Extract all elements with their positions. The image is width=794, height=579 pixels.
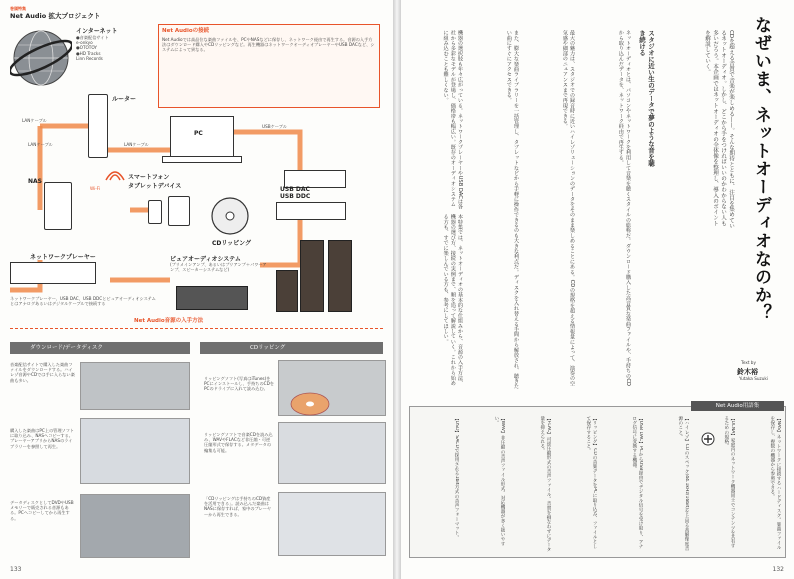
- nas-label: NAS: [28, 178, 42, 185]
- wifi-label: Wi-Fi: [90, 186, 100, 191]
- usb-cable-label: USBケーブル: [262, 124, 287, 129]
- usb-ddc: [276, 202, 346, 220]
- network-player: [10, 262, 96, 284]
- headline: なぜいま、ネットオーディオなのか？: [751, 16, 771, 322]
- software-screenshot: [278, 492, 386, 556]
- acquire-heading: Net Audio音源の入手方法: [134, 318, 204, 324]
- glossary-column: 【DLNA】家庭内のネットワーク機器同士でコンテンツを共有するための規格。: [723, 416, 735, 549]
- amplifier: [176, 286, 248, 310]
- series-title: Net Audio 拡大プロジェクト: [10, 12, 101, 20]
- internet-line: ●HD Tracks: [76, 50, 101, 56]
- itunes-screenshot: [278, 422, 386, 484]
- speaker-center: [276, 270, 298, 312]
- cdrip-text: リッピングソフト(写真はiTunes)をPCにインストールし、手持ちのCDをPCのドライブに入れて読み込む。: [204, 376, 275, 392]
- data-disc-photo: [80, 494, 190, 558]
- internet-line: e-onkyo: [76, 40, 93, 46]
- download-screenshot: [80, 362, 190, 410]
- usb-dac-label: USB DAC USB DDC: [280, 186, 311, 200]
- cd-ripping-label: CDリッピング: [212, 240, 252, 247]
- internet-title: インターネット: [76, 28, 118, 35]
- author-label: Text by: [741, 360, 756, 365]
- right-page: [401, 0, 794, 579]
- internet-globe-icon: [10, 27, 72, 89]
- diagram-caption: ネットワークプレーヤー、USB DAC、USB DDCとピュアオーディオシステムとはアナログあるいはデジタルケーブルで接続する: [10, 296, 156, 307]
- download-text: 音楽配信サイトで購入した楽曲ファイルをダウンロードする。ハイレゾ音源やCDでは手に入らない楽曲も多い。: [10, 362, 75, 383]
- nas: [44, 182, 72, 230]
- cd-disc-icon: [210, 196, 250, 236]
- download-text: 購入した楽曲はPC上の管理ソフトに取り込み、NASへコピーする。プレーヤーアプリからNASのライブラリーを参照して再生。: [10, 428, 75, 449]
- speaker-left: [300, 240, 324, 312]
- author: 鈴木裕: [737, 368, 758, 376]
- body-column: また、膨大な楽曲ライブラリーを一括管理し、タブレットなどから手軽に操作できるのも大きな利点だ。ディスクを入れ替える手間から解放され、聴きたい曲にすぐにアクセスできる。: [505, 30, 519, 389]
- what-box-body: Net Audioでは高品位な楽曲ファイルを、PCやNASなどに保存し、ネットワーク経由で再生する。音源の入手方法はダウンロード購入やCDリッピングなど。再生機器はネットワークオーディオプレーヤーやUSB DACなど、システムによって異なる。: [162, 36, 375, 52]
- pc-base: [162, 156, 242, 163]
- network-player-label: ネットワークプレーヤー: [30, 254, 96, 261]
- lan-cable-label: LANケーブル: [28, 142, 53, 147]
- download-text: データディスクとしてDVDやUSBメモリーで販売される音源もある。PCへコピーしてから再生する。: [10, 500, 74, 521]
- pc: [170, 116, 234, 158]
- pc-label: PC: [194, 130, 203, 137]
- body-column: 本特集では、ネットオーディオの基本的な仕組みから、音源の入手方法、機器の選び方、接続の実例まで、順を追って解説していく。これから始める方も、すでに楽しんでいる方も、参考にしてほしい。: [442, 214, 463, 386]
- lan-cable-label: LANケーブル: [22, 118, 47, 123]
- router-label: ルーター: [112, 96, 137, 103]
- cd-disc-icon: [290, 392, 330, 416]
- audio-system-label: ピュアオーディオシステム: [170, 256, 241, 263]
- cdrip-text: リッピングソフトで音楽CDを読み込み、WAVやFLACなど非圧縮・可逆圧縮形式で保存する。メタデータの編集も可能。: [204, 432, 273, 453]
- glossary-column: 【USB DAC】PCからUSB経由でデジタル信号を受け取り、アナログ信号に変換する機器。: [631, 416, 643, 549]
- smartphone-label: スマートフォン タブレットデバイス: [128, 174, 182, 190]
- glossary-column: 【DSD】SACDで採用される1bit方式の音声フォーマット。: [454, 416, 459, 540]
- internet-line: Linn Records: [76, 55, 103, 61]
- download-heading: ダウンロード/データディスク: [10, 342, 190, 354]
- internet-line: ●OTOTOY: [76, 45, 97, 51]
- lan-cable-label: LANケーブル: [124, 142, 149, 147]
- what-box-title: Net Audioの接続: [162, 28, 210, 34]
- cdrip-text: 「CDリッピングは手持ちのCD資産を活用できる」。読み込んだ楽曲はNASに保存すれば、家中のプレーヤーから再生できる。: [204, 496, 272, 517]
- glossary-column: 【NAS】ネットワークに接続するハードディスク。楽曲ファイルを保存し、複数の機器から参照できる。: [769, 416, 781, 550]
- body-column: ネットオーディオとは、パソコンやネットワークを利用して音楽を聴くスタイルの総称だ。ダウンロード購入した高音質な楽曲ファイルや、手持ちのCDから取り込んだデータを、ネットワーク経由で再生する。: [617, 30, 631, 387]
- speaker-right: [328, 240, 352, 312]
- body-column: 最大の魅力は、スタジオでの録音時に近いハイレゾリューションのデータをそのまま楽しめることにある。CDの規格を超える情報量によって、演奏の空気感や細部のニュアンスまで再現できる。: [561, 30, 575, 387]
- glossary-column: 【WAV】非圧縮の音声ファイル形式。対応機器が多く扱いやすい。: [493, 416, 505, 546]
- series-tag: 巻頭特集: [10, 6, 26, 11]
- glossary-column: 【ハイレゾ】CDのスペック(44.1kHz/16bit)を上回る高解像度音源のこと。: [677, 416, 689, 551]
- page-number: 133: [10, 566, 22, 573]
- lede: CDを超える音質で音楽が楽しめる——。そんな期待とともに、注目を集めているネットオーディオ。しかし、どこから手をつければいいのかわからない人も多いだろう。本企画ではネットオーディオの全体像を整理し、導入のポイントを解説していく。: [704, 30, 734, 229]
- audio-system-note: (プリメインアンプ、あるいはプリアンプ＋パワーアンプ、スピーカーシステムなど): [170, 262, 267, 273]
- plus-circle-icon: [701, 432, 715, 446]
- author-roman: Yutaka Suzuki: [739, 376, 768, 381]
- subhead: スタジオに近い生のデータで夢のような音を聴き続ける: [638, 30, 655, 167]
- internet-block: [76, 26, 136, 61]
- smartphone: [148, 200, 162, 224]
- spine-gutter: [393, 0, 401, 579]
- glossary-column: 【リッピング】CDの音楽データをPCに取り込み、ファイルとして保存すること。: [585, 416, 597, 549]
- divider: [10, 328, 383, 329]
- router: [88, 94, 108, 158]
- tablet: [168, 196, 190, 226]
- internet-line: ●音楽配信サイト: [76, 35, 109, 40]
- left-page: [0, 0, 393, 579]
- wifi-icon: [104, 160, 126, 182]
- glossary-column: 【FLAC】可逆圧縮形式の音声ファイル。音質を損なわずにデータ量を抑えられる。: [539, 416, 551, 552]
- body-column: 機器の選択肢も年々広がっている。ネットワークプレーヤーやUSB DACは各社から多彩なモデルが登場し、価格帯も幅広い。既存のオーディオシステムに組み込むことも難しくない。: [442, 30, 463, 210]
- cdrip-heading: CDリッピング: [200, 342, 383, 354]
- page-number: 132: [772, 566, 784, 573]
- glossary-tab: Net Audio用語集: [691, 401, 784, 411]
- download-screenshot: [80, 418, 190, 484]
